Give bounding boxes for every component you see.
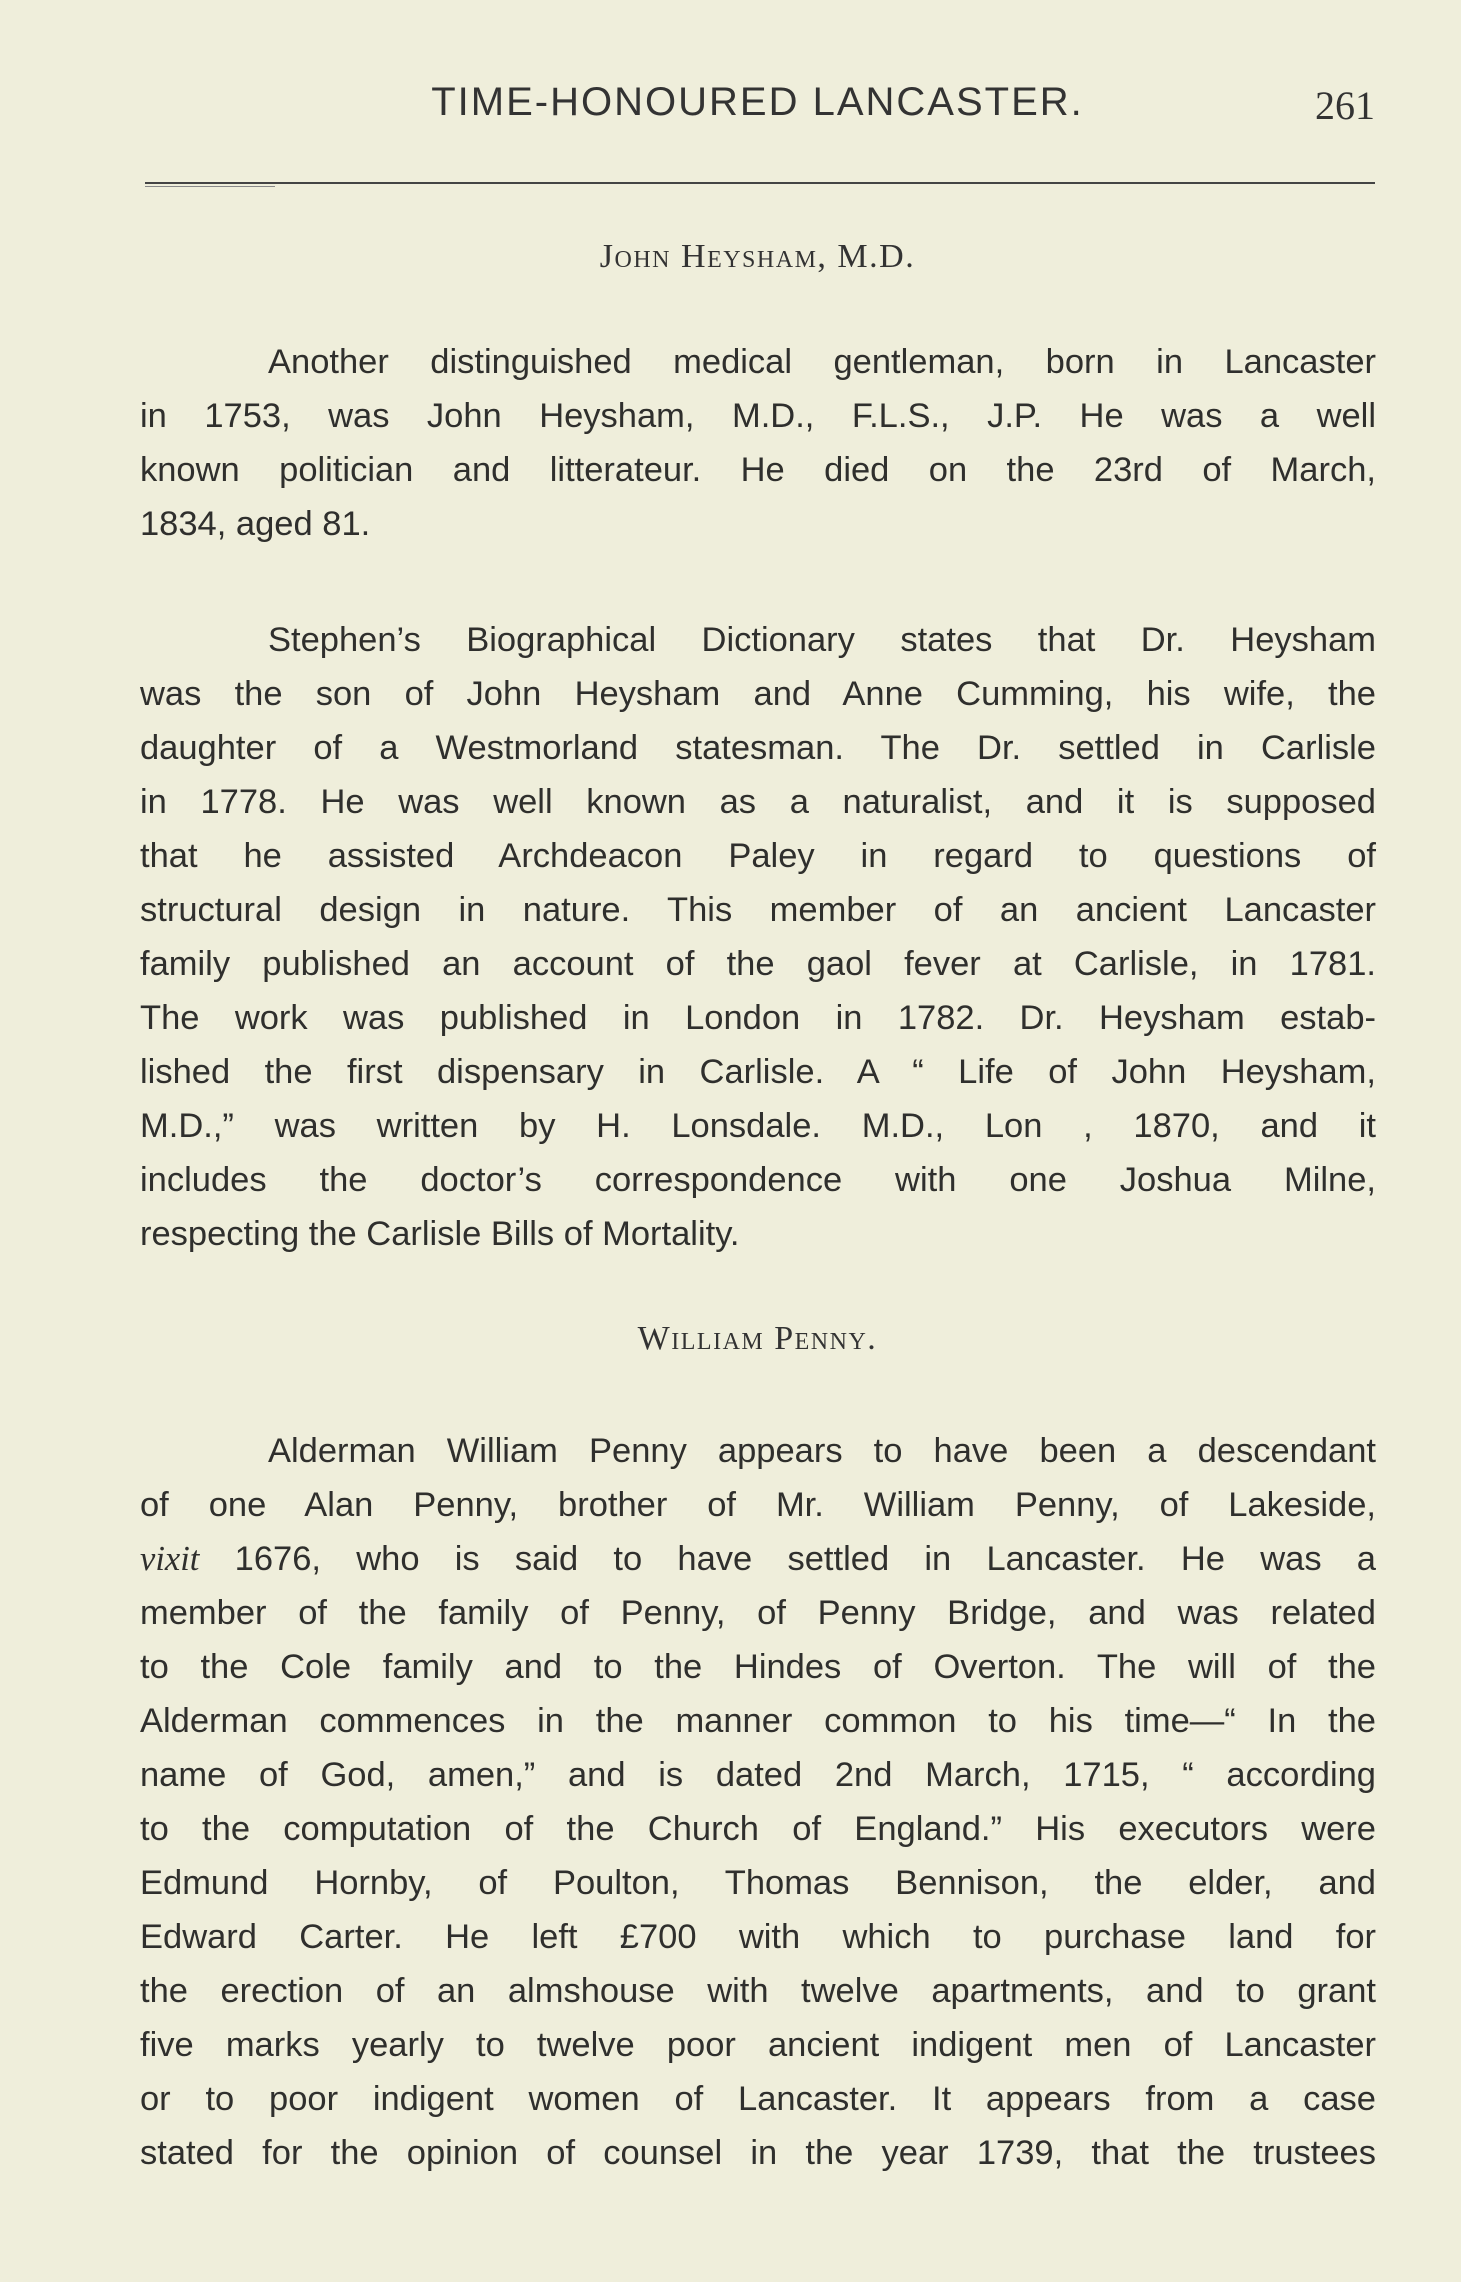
text-line: to the Cole family and to the Hindes of Overton. The will of the (140, 1648, 1376, 1686)
section-heading-john-heysham: John Heysham, M.D. (599, 238, 916, 275)
text-line: Another distinguished medical gentleman, born in Lancaster (268, 343, 1376, 381)
text-line: or to poor indigent women of Lancaster. It appears from a case (140, 2080, 1376, 2118)
text-line: Edward Carter. He left £700 with which to purchase land for (140, 1918, 1376, 1956)
text-line: Stephen’s Biographical Dictionary states that Dr. Heysham (268, 621, 1376, 659)
text-line: daughter of a Westmorland statesman. The Dr. settled in Carlisle (140, 729, 1376, 767)
header-rule-shadow (145, 186, 275, 187)
header-rule (145, 182, 1375, 184)
italic-term: vixit (140, 1540, 200, 1578)
text-line: member of the family of Penny, of Penny Bridge, and was related (140, 1594, 1376, 1632)
text-line: in 1778. He was well known as a naturalist, and it is supposed (140, 783, 1376, 821)
page-number: 261 (1315, 83, 1375, 128)
text-line: structural design in nature. This member of an ancient Lancaster (140, 891, 1376, 929)
text-line: to the computation of the Church of England.” His executors were (140, 1810, 1376, 1848)
text-line: Alderman commences in the manner common to his time—“ In the (140, 1702, 1376, 1740)
paragraph-heysham-intro (140, 335, 1376, 551)
text-line: known politician and litterateur. He died on the 23rd of March, (140, 451, 1376, 489)
paragraph-penny (140, 1424, 1376, 2180)
text-line: family published an account of the gaol fever at Carlisle, in 1781. (140, 945, 1376, 983)
text-line: was the son of John Heysham and Anne Cumming, his wife, the (140, 675, 1376, 713)
paragraph-heysham-biography (140, 613, 1376, 1261)
text-line: of one Alan Penny, brother of Mr. William Penny, of Lakeside, (140, 1486, 1376, 1524)
text-line: that he assisted Archdeacon Paley in regard to questions of (140, 837, 1376, 875)
text-line: name of God, amen,” and is dated 2nd March, 1715, “ according (140, 1756, 1376, 1794)
text-line: five marks yearly to twelve poor ancient indigent men of Lancaster (140, 2026, 1376, 2064)
text-line: includes the doctor’s correspondence with one Joshua Milne, (140, 1161, 1376, 1199)
page-header (140, 80, 1375, 136)
text-line: the erection of an almshouse with twelve apartments, and to grant (140, 1972, 1376, 2010)
text-line: Edmund Hornby, of Poulton, Thomas Bennison, the elder, and (140, 1864, 1376, 1902)
section-heading-william-penny: William Penny. (637, 1320, 878, 1357)
text-line: respecting the Carlisle Bills of Mortality. (140, 1215, 740, 1253)
text-line: stated for the opinion of counsel in the year 1739, that the trustees (140, 2134, 1376, 2172)
text-line: 1834, aged 81. (140, 505, 371, 543)
text-line: lished the first dispensary in Carlisle. A “ Life of John Heysham, (140, 1053, 1376, 1091)
text-line (140, 1532, 1376, 1586)
text-line: Alderman William Penny appears to have been a descendant (268, 1432, 1376, 1470)
text-line: M.D.,” was written by H. Lonsdale. M.D., Lon , 1870, and it (140, 1107, 1376, 1145)
text-line-rest: 1676, who is said to have settled in Lancaster. He was a (234, 1540, 1376, 1578)
running-title: TIME-HONOURED LANCASTER. (431, 80, 1084, 124)
text-line: The work was published in London in 1782. Dr. Heysham estab- (140, 999, 1376, 1037)
text-line: in 1753, was John Heysham, M.D., F.L.S., J.P. He was a well (140, 397, 1376, 435)
